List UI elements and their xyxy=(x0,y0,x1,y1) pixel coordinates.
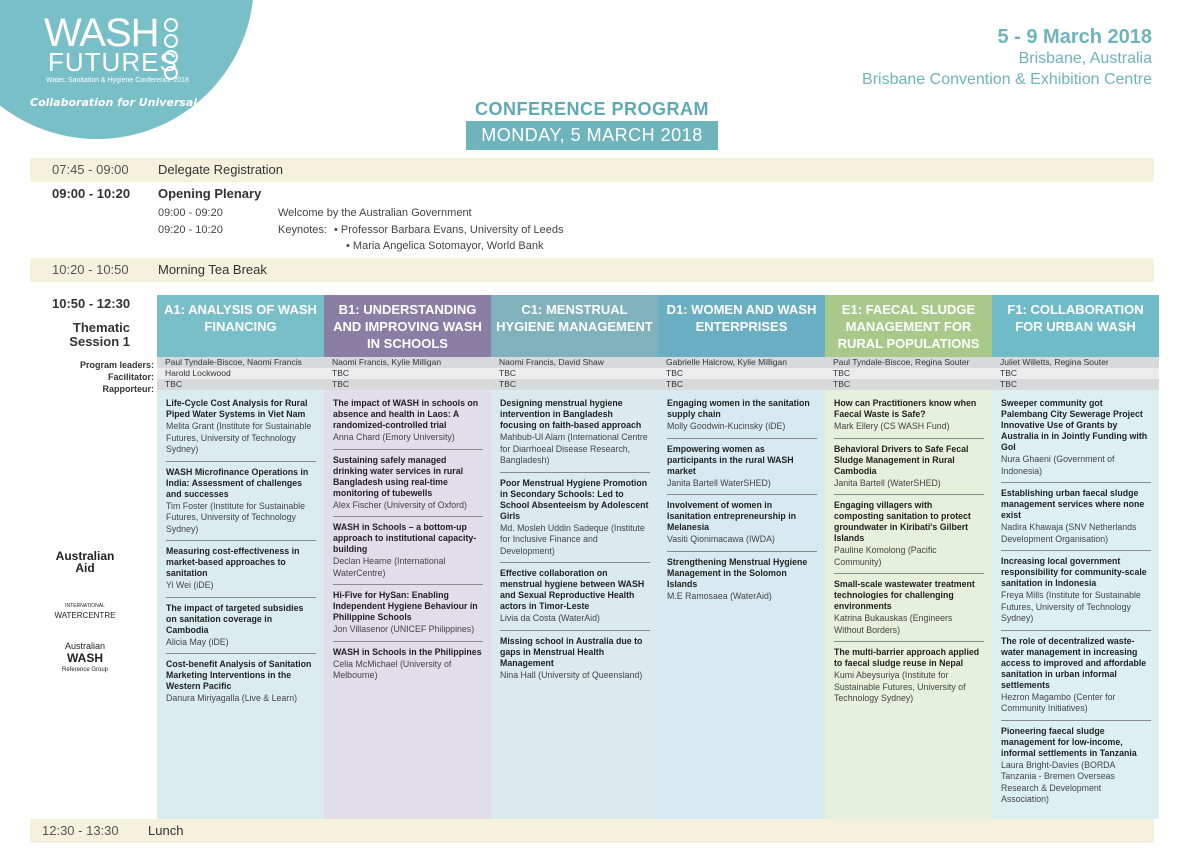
talk-item xyxy=(1001,636,1151,721)
keynote-speaker: • Professor Barbara Evans, University of Leeds xyxy=(334,224,564,236)
day-title: MONDAY, 5 MARCH 2018 xyxy=(466,121,718,150)
facilitator: TBC xyxy=(658,368,825,379)
talk-speaker: Pauline Komolong (Pacific Community) xyxy=(834,545,937,567)
session-column xyxy=(491,295,658,819)
talk-speaker: Melita Grant (Institute for Sustainable Futures, University of Technology Sydney) xyxy=(166,421,312,454)
talk-title: Pioneering faecal sludge management for low-income, informal settlements in Tanzania xyxy=(1001,725,1137,758)
talk-item xyxy=(1001,398,1151,483)
talk-title: Involvement of women in Isanitation entrepreneurship in Melanesia xyxy=(667,500,797,532)
talk-speaker: Vasiti Qionimacawa (IWDA) xyxy=(667,534,775,544)
talk-title: Small-scale wastewater treatment technologies for challenging environments xyxy=(834,579,975,611)
event-city: Brisbane, Australia xyxy=(1018,50,1152,67)
talk-speaker: Anna Chard (Emory University) xyxy=(333,432,455,442)
talk-item xyxy=(834,444,984,496)
talk-title: Increasing local government responsibility for community-scale sanitation in Indonesia xyxy=(1001,556,1147,588)
talk-title: Cost-benefit Analysis of Sanitation Marketing Interventions in the Western Pacific xyxy=(166,659,312,691)
plenary-item-time: 09:00 - 09:20 xyxy=(158,207,223,219)
event-dates: 5 - 9 March 2018 xyxy=(997,26,1152,48)
plenary-item-time: 09:20 - 10:20 xyxy=(158,224,223,236)
logo-wordmark-secondary: FUTURES xyxy=(48,47,178,77)
registration-row xyxy=(30,158,1154,182)
rapporteur: TBC xyxy=(157,379,324,390)
talk-speaker: Livia da Costa (WaterAid) xyxy=(500,613,600,623)
talk-speaker: Janita Bartell (WaterSHED) xyxy=(834,477,941,488)
tea-row xyxy=(30,258,1154,282)
lunch-time: 12:30 - 13:30 xyxy=(42,823,119,838)
talk-item xyxy=(500,398,650,473)
talk-speaker: Janita Bartell WaterSHED) xyxy=(667,477,771,488)
talk-item xyxy=(667,500,817,552)
program-leaders: Paul Tyndale-Biscoe, Regina Souter xyxy=(825,357,992,368)
talk-speaker: Tim Foster (Institute for Sustainable Futures, University of Technology Sydney) xyxy=(166,500,306,534)
talk-item xyxy=(667,557,817,608)
talk-speaker: Molly Goodwin-Kucinsky (iDE) xyxy=(667,421,786,431)
talk-speaker: Katrina Bukauskas (Engineers Without Borders) xyxy=(834,613,953,635)
talk-title: Empowering women as participants in the rural WASH market xyxy=(667,443,794,476)
talk-title: Establishing urban faecal sludge management services where none exist xyxy=(1001,488,1145,520)
logo-subtitle: Water, Sanitation & Hygiene Conference 2018 xyxy=(46,77,189,84)
talk-item xyxy=(166,546,316,598)
thematic-time: 10:50 - 12:30 xyxy=(52,296,131,311)
australian-aid-logo: Australian Aid xyxy=(55,549,115,575)
talk-title: Sweeper community got Palembang City Sewerage Project Innovative Use of Grants by Australia in in Jointly Funding with GoI xyxy=(1001,398,1148,452)
session-header: C1: MENSTRUAL HYGIENE MANAGEMENT xyxy=(491,295,658,357)
lunch-label: Lunch xyxy=(148,823,184,838)
logo-icons xyxy=(164,18,182,82)
talk-title: Behavioral Drivers to Safe Fecal Sludge Management in Rural Cambodia xyxy=(834,443,969,476)
talk-title: Engaging women in the sanitation supply chain xyxy=(667,398,810,419)
event-venue: Brisbane Convention & Exhibition Centre xyxy=(862,71,1152,88)
talk-title: WASH in Schools in the Philippines xyxy=(333,646,482,657)
rapporteur: TBC xyxy=(825,379,992,390)
talk-title: Strengthening Menstrual Hygiene Management in the Solomon Islands xyxy=(667,556,808,589)
program-leaders: Gabrielle Halcrow, Kylie Milligan xyxy=(658,357,825,368)
session-roles xyxy=(491,357,658,390)
role-facilitator-label: Facilitator: xyxy=(107,372,154,382)
program-leaders: Naomi Francis, Kylie Milligan xyxy=(324,357,491,368)
talk-title: Life-Cycle Cost Analysis for Rural Piped Water Systems in Viet Nam xyxy=(166,398,308,419)
talk-title: Measuring cost-effectiveness in market-based approaches to sanitation xyxy=(166,546,300,578)
talk-item xyxy=(1001,488,1151,551)
talk-title: Missing school in Australia due to gaps in Menstrual Health Management xyxy=(500,635,643,668)
program-leaders: Paul Tyndale-Biscoe, Naomi Francis xyxy=(157,357,324,368)
talk-item xyxy=(1001,556,1151,631)
talk-title: WASH in Schools – a bottom-up approach to institutional capacity-building xyxy=(333,522,477,554)
watercentre-logo-top: INTERNATIONAL xyxy=(65,603,105,609)
wash-ref-main: WASH xyxy=(67,651,103,665)
wash-ref-bottom: Reference Group xyxy=(61,667,109,673)
keynote-speaker: • Maria Angelica Sotomayor, World Bank xyxy=(346,240,544,252)
session-column xyxy=(658,295,825,819)
talk-title: Hi-Five for HySan: Enabling Independent Hygiene Behaviour in Philippine Schools xyxy=(333,590,478,622)
talk-item xyxy=(500,636,650,687)
plenary-title: Opening Plenary xyxy=(158,186,262,201)
talk-list xyxy=(658,390,825,607)
talk-list xyxy=(825,390,992,710)
talk-speaker: Laura Bright-Davies (BORDA Tanzania - Bremen Overseas Research & Development Association) xyxy=(1001,759,1115,804)
session-column xyxy=(324,295,491,819)
thematic-title: Thematic Session 1 xyxy=(69,320,130,349)
session-header: F1: COLLABORATION FOR URBAN WASH xyxy=(992,295,1159,357)
session-column xyxy=(992,295,1159,819)
session-header: D1: WOMEN AND WASH ENTERPRISES xyxy=(658,295,825,357)
plenary-time: 09:00 - 10:20 xyxy=(52,186,131,201)
session-column xyxy=(157,295,324,819)
talk-title: The multi-barrier approach applied to faecal sludge reuse in Nepal xyxy=(834,647,980,668)
talk-item xyxy=(667,444,817,496)
facilitator: TBC xyxy=(992,368,1159,379)
registration-label: Delegate Registration xyxy=(158,162,284,177)
talk-title: WASH Microfinance Operations in India: Assessment of challenges and successes xyxy=(166,466,309,499)
talk-item xyxy=(500,478,650,564)
watercentre-logo xyxy=(48,602,122,620)
talk-title: Sustaining safely managed drinking water services in rural Bangladesh using real-time monitoring of tubewells xyxy=(333,454,464,498)
talk-item xyxy=(166,659,316,710)
talk-speaker: Mahbub-Ul Alam (International Centre for Diarrhoeal Disease Research, Bangladesh) xyxy=(500,432,648,465)
talk-speaker: Mark Ellery (CS WASH Fund) xyxy=(834,421,950,431)
talk-title: Poor Menstrual Hygiene Promotion in Secondary Schools: Led to School Absenteeism by Adolescent Girls xyxy=(500,477,649,521)
talk-item xyxy=(1001,726,1151,811)
talk-speaker: Nura Ghaeni (Government of Indonesia) xyxy=(1001,454,1115,476)
talk-list xyxy=(157,390,324,710)
plenary-item-welcome xyxy=(158,207,472,219)
talk-list xyxy=(491,390,658,686)
program-title: CONFERENCE PROGRAM xyxy=(474,99,709,119)
program-leaders: Juliet Willetts, Regina Souter xyxy=(992,357,1159,368)
talk-speaker: Freya Mills (Institute for Sustainable Futures, University of Technology Sydney) xyxy=(1001,590,1141,623)
tea-label: Morning Tea Break xyxy=(158,262,267,277)
plenary-item-text: Welcome by the Australian Government xyxy=(278,207,472,219)
session-header: E1: FAECAL SLUDGE MANAGEMENT FOR RURAL POPULATIONS xyxy=(825,295,992,357)
session-header: A1: ANALYSIS OF WASH FINANCING xyxy=(157,295,324,357)
wash-ref-top: Australian xyxy=(64,641,106,651)
session-roles xyxy=(825,357,992,390)
facilitator: TBC xyxy=(825,368,992,379)
registration-time: 07:45 - 09:00 xyxy=(52,162,129,177)
talk-speaker: Md. Mosleh Uddin Sadeque (Institute for Inclusive Finance and Development) xyxy=(500,522,645,556)
session-roles xyxy=(992,357,1159,390)
session-roles xyxy=(658,357,825,390)
talk-list xyxy=(324,390,491,687)
talk-speaker: Nadira Khawaja (SNV Netherlands Development Organisation) xyxy=(1001,522,1137,544)
facilitator: TBC xyxy=(324,368,491,379)
talk-item xyxy=(333,590,483,642)
watercentre-logo-text: WATERCENTRE xyxy=(54,611,116,620)
talk-speaker: Hezron Magambo (Center for Community Initiatives) xyxy=(1001,691,1116,713)
plenary-item-keynotes xyxy=(158,224,563,236)
talk-item xyxy=(166,398,316,462)
talk-title: The impact of WASH in schools on absence and health in Laos: A randomized-controlled trial xyxy=(333,398,479,430)
talk-speaker: Alex Fischer (University of Oxford) xyxy=(333,499,467,510)
talk-speaker: Alicia May (iDE) xyxy=(166,636,229,647)
talk-speaker: Nina Hall (University of Queensland) xyxy=(500,669,643,680)
talk-item xyxy=(834,579,984,642)
keynotes-label: Keynotes: xyxy=(278,224,327,236)
talk-speaker: Jon Villasenor (UNICEF Philippines) xyxy=(333,624,475,634)
rapporteur: TBC xyxy=(491,379,658,390)
role-leaders-label: Program leaders: xyxy=(79,360,154,370)
session-column xyxy=(825,295,992,819)
talk-item xyxy=(834,398,984,439)
talk-list xyxy=(992,390,1159,811)
talk-title: Effective collaboration on menstrual hygiene between WASH and Sexual Reproductive Health actors in Timor-Leste xyxy=(500,568,645,611)
logo-tagline: Collaboration for Universal WASH xyxy=(30,96,239,109)
talk-item xyxy=(166,603,316,655)
talk-item xyxy=(333,522,483,585)
talk-item xyxy=(333,647,483,687)
facilitator: TBC xyxy=(491,368,658,379)
talk-title: Designing menstrual hygiene intervention in Bangladesh focusing on faith-based approach xyxy=(500,398,642,430)
program-leaders: Naomi Francis, David Shaw xyxy=(491,357,658,368)
logo-wordmark: WASH xyxy=(44,11,159,55)
talk-item xyxy=(333,455,483,518)
event-info xyxy=(862,26,1152,90)
session-roles xyxy=(157,357,324,390)
rapporteur: TBC xyxy=(992,379,1159,390)
talk-item xyxy=(166,467,316,542)
lunch-row xyxy=(30,819,1154,843)
session-header: B1: UNDERSTANDING AND IMPROVING WASH IN SCHOOLS xyxy=(324,295,491,357)
role-rapporteur-label: Rapporteur: xyxy=(102,384,154,394)
talk-title: The impact of targeted subsidies on sanitation coverage in Cambodia xyxy=(166,602,304,635)
talk-item xyxy=(834,500,984,574)
talk-speaker: Yi Wei (iDE) xyxy=(166,580,214,590)
talk-title: The role of decentralized waste-water management in increasing access to improved and affordable sanitation in urban informal settlements xyxy=(1001,635,1147,690)
rapporteur: TBC xyxy=(324,379,491,390)
talk-speaker: Danura Miriyagalla (Live & Learn) xyxy=(166,693,298,703)
talk-item xyxy=(500,568,650,631)
talk-title: Engaging villagers with composting sanitation to protect groundwater in Kiribati's Gilbert Islands xyxy=(834,500,971,543)
talk-item xyxy=(667,398,817,439)
talk-speaker: Kumi Abeysuriya (Institute for Sustainable Futures, University of Technology Sydney) xyxy=(834,670,966,703)
talk-item xyxy=(834,647,984,710)
talk-speaker: Celia McMichael (University of Melbourne) xyxy=(333,658,452,680)
tea-time: 10:20 - 10:50 xyxy=(52,262,129,277)
talk-item xyxy=(333,398,483,450)
talk-speaker: M.E Ramosaea (WaterAid) xyxy=(667,590,772,601)
talk-title: How can Practitioners know when Faecal Waste is Safe? xyxy=(834,398,977,419)
facilitator: Harold Lockwood xyxy=(157,368,324,379)
session-roles xyxy=(324,357,491,390)
talk-speaker: Declan Hearne (International WaterCentre) xyxy=(333,556,446,578)
rapporteur: TBC xyxy=(658,379,825,390)
wash-reference-group-logo xyxy=(48,640,122,676)
